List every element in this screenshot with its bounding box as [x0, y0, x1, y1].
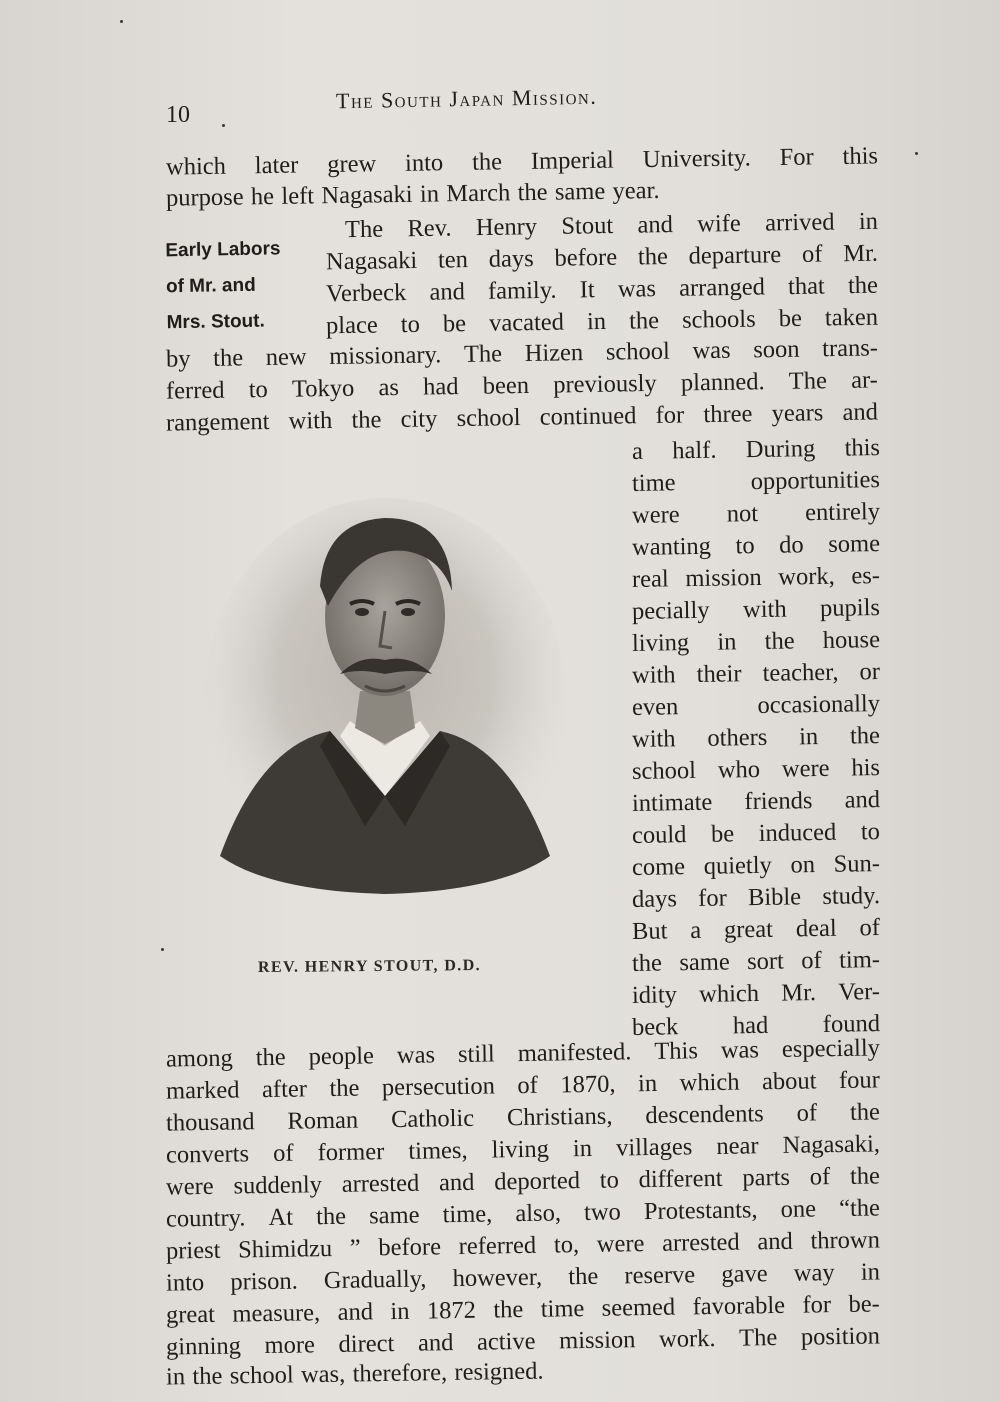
text-line: come quietly on Sun- — [631, 850, 881, 881]
text-line: thousand Roman Catholic Christians, descendents of the — [165, 1098, 881, 1137]
text-line: with others in the — [631, 722, 881, 753]
running-title: The South Japan Mission. — [335, 83, 598, 114]
text-line: with their teacher, or — [631, 658, 881, 689]
text-line: ginning more direct and active mission work. The position — [165, 1322, 881, 1361]
paper-speck — [222, 124, 225, 127]
text-line: time opportunities — [631, 466, 881, 497]
text-line: wanting to do some — [631, 530, 881, 561]
margin-sidenote — [165, 231, 317, 342]
page-header — [166, 83, 886, 128]
text-line: priest Shimidzu ” before referred to, were arrested and thrown — [165, 1226, 881, 1265]
text-line: The Rev. Henry Stout and wife arrived in — [344, 207, 879, 244]
text-line: marked after the persecution of 1870, in which about four — [165, 1066, 881, 1105]
text-line: in the school was, therefore, resigned. — [165, 1357, 544, 1391]
portrait-caption: REV. HENRY STOUT, D.D. — [257, 957, 482, 976]
text-line: by the new missionary. The Hizen school was soon trans- — [165, 334, 879, 373]
text-line: were not entirely — [631, 498, 881, 529]
text-line: Nagasaki ten days before the departure of Mr. — [325, 239, 879, 276]
page-number: 10 — [166, 102, 190, 128]
text-line: beck had found — [631, 1010, 881, 1041]
text-line: ferred to Tokyo as had been previously planned. The ar- — [165, 366, 879, 405]
text-line: purpose he left Nagasaki in March the same year. — [165, 176, 660, 212]
paper-speck — [161, 948, 164, 951]
text-line: pecially with pupils — [631, 594, 881, 625]
text-line: days for Bible study. — [631, 882, 881, 913]
text-line: which later grew into the Imperial University. For this — [165, 142, 879, 181]
text-line: But a great deal of — [631, 914, 881, 945]
text-line: a half. During this — [631, 434, 881, 465]
paper-speck — [915, 152, 918, 155]
text-line: converts of former times, living in villages near Nagasaki, — [165, 1130, 881, 1169]
text-line: school who were his — [631, 754, 881, 785]
sidenote-line: Mrs. Stout. — [166, 310, 265, 334]
text-line: idity which Mr. Ver- — [631, 978, 881, 1009]
text-line: intimate friends and — [631, 786, 881, 817]
text-line: great measure, and in 1872 the time seemed favorable for be- — [165, 1290, 881, 1329]
text-line: could be induced to — [631, 818, 881, 849]
sidenote-line: Early Labors — [165, 238, 281, 262]
text-line: into prison. Gradually, however, the reserve gave way in — [165, 1258, 881, 1297]
text-line: the same sort of tim- — [631, 946, 881, 977]
text-line: even occasionally — [631, 690, 881, 721]
text-line: real mission work, es- — [631, 562, 881, 593]
text-line: country. At the same time, also, two Protestants, one “the — [165, 1194, 881, 1233]
paper-speck — [120, 20, 123, 23]
text-line: among the people was still manifested. This was especially — [165, 1034, 881, 1073]
portrait-engraving-icon — [200, 496, 570, 896]
text-line: Verbeck and family. It was arranged that the — [325, 271, 879, 308]
text-line: place to be vacated in the schools be taken — [325, 303, 879, 340]
sidenote-line: of Mr. and — [165, 274, 256, 298]
text-line: rangement with the city school continued for three years and — [165, 398, 879, 437]
text-line: were suddenly arrested and deported to different parts of the — [165, 1162, 881, 1201]
text-line: living in the house — [631, 626, 881, 657]
